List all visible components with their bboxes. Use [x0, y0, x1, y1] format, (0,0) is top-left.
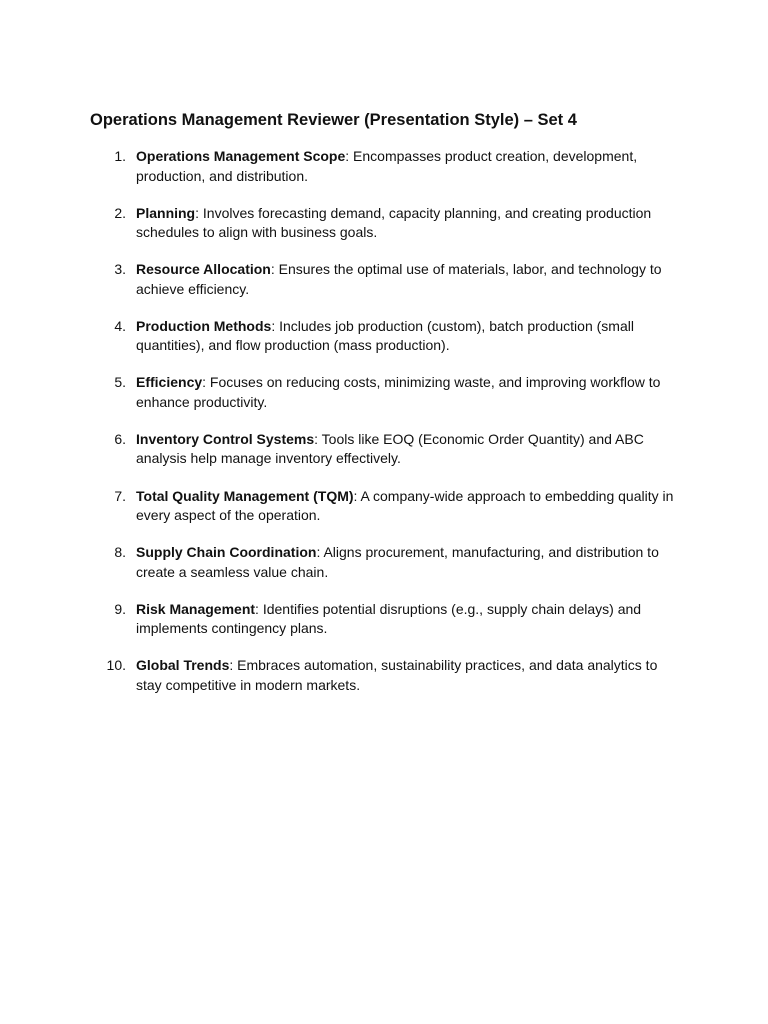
item-body — [136, 204, 676, 243]
item-description: : Ensures the optimal use of materials, labor, and technology to achieve efficiency. — [136, 261, 662, 297]
item-number: 3. — [114, 261, 126, 278]
item-number: 7. — [114, 487, 126, 504]
list-item — [0, 543, 768, 600]
item-term: Resource Allocation — [136, 261, 271, 278]
item-body — [136, 487, 676, 526]
list-item — [0, 147, 768, 204]
item-number: 10. — [106, 657, 126, 674]
list-item — [0, 430, 768, 487]
item-term: Efficiency — [136, 374, 203, 391]
item-description: : Encompasses product creation, development, production, and distribution. — [136, 148, 638, 184]
list-item — [0, 373, 768, 430]
list-item — [0, 317, 768, 374]
item-body — [136, 373, 676, 412]
item-body — [136, 317, 676, 356]
item-description: : Identifies potential disruptions (e.g., supply chain delays) and implements contingency plans. — [136, 600, 642, 637]
item-number: 1. — [114, 148, 126, 164]
item-description: : Aligns procurement, manufacturing, and distribution to create a seamless value chain. — [136, 544, 659, 580]
list-item — [0, 260, 768, 317]
item-number: 4. — [114, 317, 126, 334]
item-body — [136, 147, 676, 186]
item-body — [136, 600, 676, 639]
list-item — [0, 204, 768, 261]
item-term: Operations Management Scope — [136, 148, 346, 164]
list-item — [0, 656, 768, 713]
item-description: : Includes job production (custom), batch production (small quantities), and flow production (mass production). — [136, 317, 634, 354]
item-description: : Embraces automation, sustainability practices, and data analytics to stay competitive in modern markets. — [136, 657, 658, 693]
item-number: 9. — [114, 600, 126, 617]
list-item — [0, 487, 768, 544]
item-term: Global Trends — [136, 657, 230, 674]
item-term: Inventory Control Systems — [136, 430, 315, 447]
item-description: : Involves forecasting demand, capacity planning, and creating production schedules to align with business goals. — [136, 204, 652, 241]
item-term: Risk Management — [136, 600, 256, 617]
item-body — [136, 543, 676, 582]
list-item — [0, 600, 768, 657]
document-title: Operations Management Reviewer (Presentation Style) – Set 4 — [90, 111, 577, 129]
item-term: Total Quality Management (TQM) — [136, 487, 354, 504]
item-description: : A company-wide approach to embedding quality in every aspect of the operation. — [136, 487, 674, 524]
item-number: 6. — [114, 430, 126, 447]
item-body — [136, 260, 676, 299]
item-number: 8. — [114, 544, 126, 561]
item-term: Planning — [136, 204, 196, 221]
item-description: : Tools like EOQ (Economic Order Quantity) and ABC analysis help manage inventory effectively. — [136, 430, 644, 467]
numbered-list — [0, 147, 768, 713]
item-description: : Focuses on reducing costs, minimizing waste, and improving workflow to enhance productivity. — [136, 374, 661, 410]
item-term: Production Methods — [136, 317, 272, 334]
item-body — [136, 430, 676, 469]
item-body — [136, 656, 676, 695]
item-term: Supply Chain Coordination — [136, 544, 317, 561]
item-number: 2. — [114, 204, 126, 221]
item-number: 5. — [114, 374, 126, 391]
